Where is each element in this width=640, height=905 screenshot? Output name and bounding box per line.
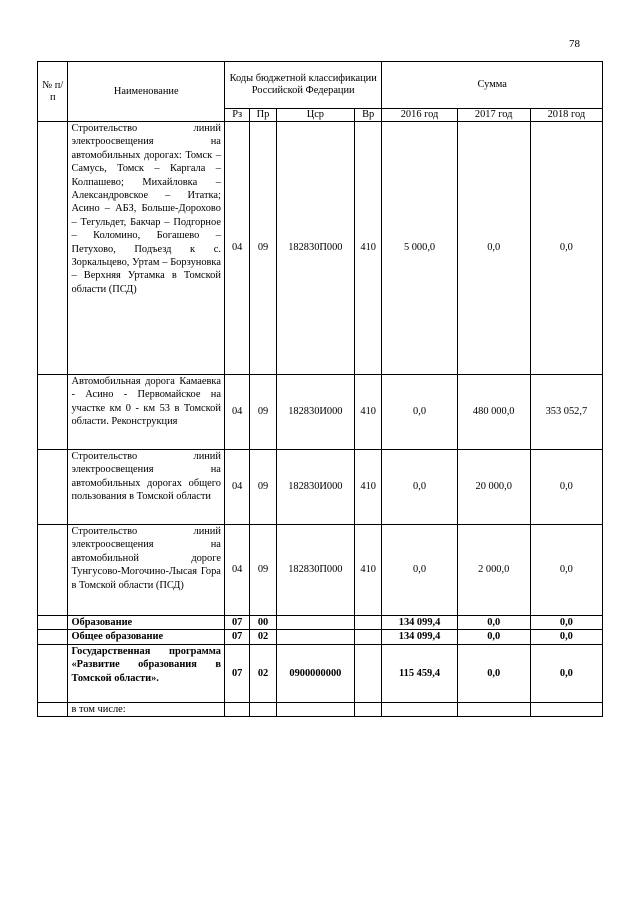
row-vr [354, 616, 381, 630]
row-pr: 09 [250, 450, 276, 525]
header-pr: Пр [250, 109, 276, 122]
header-vr: Вр [354, 109, 381, 122]
row-num [38, 702, 68, 716]
row-vr: 410 [354, 450, 381, 525]
table-row [38, 525, 603, 616]
header-codes-group: Коды бюджетной классификации Российской Федерации [224, 62, 382, 109]
row-2017: 0,0 [457, 122, 530, 375]
row-rz [224, 702, 249, 716]
row-name: Строительство линий электроосвещения на автомобильных дорогах общего пользования в Томской области [68, 450, 224, 525]
row-vr [354, 630, 381, 644]
row-rz: 07 [224, 630, 249, 644]
row-rz: 07 [224, 644, 249, 702]
row-num [38, 616, 68, 630]
row-name: Образование [68, 616, 224, 630]
row-pr: 09 [250, 122, 276, 375]
row-pr: 09 [250, 525, 276, 616]
row-2016: 0,0 [382, 450, 457, 525]
table-row [38, 702, 603, 716]
header-num: № п/п [38, 62, 68, 122]
table-row [38, 616, 603, 630]
row-2016: 115 459,4 [382, 644, 457, 702]
row-rz: 04 [224, 375, 249, 450]
table-row [38, 122, 603, 375]
header-2018: 2018 год [530, 109, 602, 122]
row-2018: 0,0 [530, 616, 602, 630]
row-num [38, 644, 68, 702]
row-name: Строительство линий электроосвещения на автомобильной дороге Тунгусово-Могочино-Лысая Гора в Томской области (ПСД) [68, 525, 224, 616]
row-2018: 353 052,7 [530, 375, 602, 450]
row-num [38, 630, 68, 644]
budget-table [37, 61, 603, 717]
row-name: Строительство линий электроосвещения на автомобильных дорогах: Томск – Самусь, Томск – Каргала – Колпашево; Михайловка – Александровское – Итатка; Асино – АБЗ, Больше-Дорохово – Тегульдет, Бакчар – Подгорное – Коломино, Богашево – Петухово, Подъезд к с. Зоркальцево, Уртам – Борзуновка – Верхняя Уртамка в Томской области (ПСД) [68, 122, 224, 375]
page-number: 78 [569, 38, 580, 50]
row-vr: 410 [354, 525, 381, 616]
row-2017: 0,0 [457, 644, 530, 702]
row-pr: 02 [250, 644, 276, 702]
row-rz: 04 [224, 525, 249, 616]
row-2017: 0,0 [457, 630, 530, 644]
row-csr: 182830П000 [276, 122, 354, 375]
header-csr: Цср [276, 109, 354, 122]
row-num [38, 525, 68, 616]
row-2017 [457, 702, 530, 716]
row-csr [276, 702, 354, 716]
row-num [38, 122, 68, 375]
row-csr: 182830П000 [276, 525, 354, 616]
row-csr [276, 616, 354, 630]
row-2017: 20 000,0 [457, 450, 530, 525]
row-name: Общее образование [68, 630, 224, 644]
row-2016: 0,0 [382, 375, 457, 450]
row-num [38, 375, 68, 450]
header-2016: 2016 год [382, 109, 457, 122]
row-2017: 2 000,0 [457, 525, 530, 616]
row-2017: 0,0 [457, 616, 530, 630]
row-2018: 0,0 [530, 450, 602, 525]
row-csr: 182830И000 [276, 450, 354, 525]
row-2018: 0,0 [530, 644, 602, 702]
table-row [38, 630, 603, 644]
row-pr: 00 [250, 616, 276, 630]
row-pr: 02 [250, 630, 276, 644]
row-2016: 5 000,0 [382, 122, 457, 375]
row-2018 [530, 702, 602, 716]
row-rz: 07 [224, 616, 249, 630]
row-2018: 0,0 [530, 630, 602, 644]
header-name: Наименование [68, 62, 224, 122]
row-vr: 410 [354, 375, 381, 450]
table-row [38, 644, 603, 702]
table-row [38, 450, 603, 525]
row-vr [354, 702, 381, 716]
row-pr: 09 [250, 375, 276, 450]
row-pr [250, 702, 276, 716]
header-rz: Рз [224, 109, 249, 122]
row-name: в том числе: [68, 702, 224, 716]
row-csr: 182830И000 [276, 375, 354, 450]
row-rz: 04 [224, 450, 249, 525]
row-2018: 0,0 [530, 525, 602, 616]
row-name: Автомобильная дорога Камаевка - Асино - Первомайское на участке км 0 - км 53 в Томской области. Реконструкция [68, 375, 224, 450]
header-2017: 2017 год [457, 109, 530, 122]
row-2016: 134 099,4 [382, 630, 457, 644]
header-sum-group: Сумма [382, 62, 603, 109]
row-vr [354, 644, 381, 702]
row-num [38, 450, 68, 525]
row-vr: 410 [354, 122, 381, 375]
row-2018: 0,0 [530, 122, 602, 375]
row-name: Государственная программа «Развитие образования в Томской области». [68, 644, 224, 702]
row-rz: 04 [224, 122, 249, 375]
row-csr [276, 630, 354, 644]
table-row [38, 375, 603, 450]
row-2016 [382, 702, 457, 716]
row-2017: 480 000,0 [457, 375, 530, 450]
row-2016: 134 099,4 [382, 616, 457, 630]
row-csr: 0900000000 [276, 644, 354, 702]
row-2016: 0,0 [382, 525, 457, 616]
